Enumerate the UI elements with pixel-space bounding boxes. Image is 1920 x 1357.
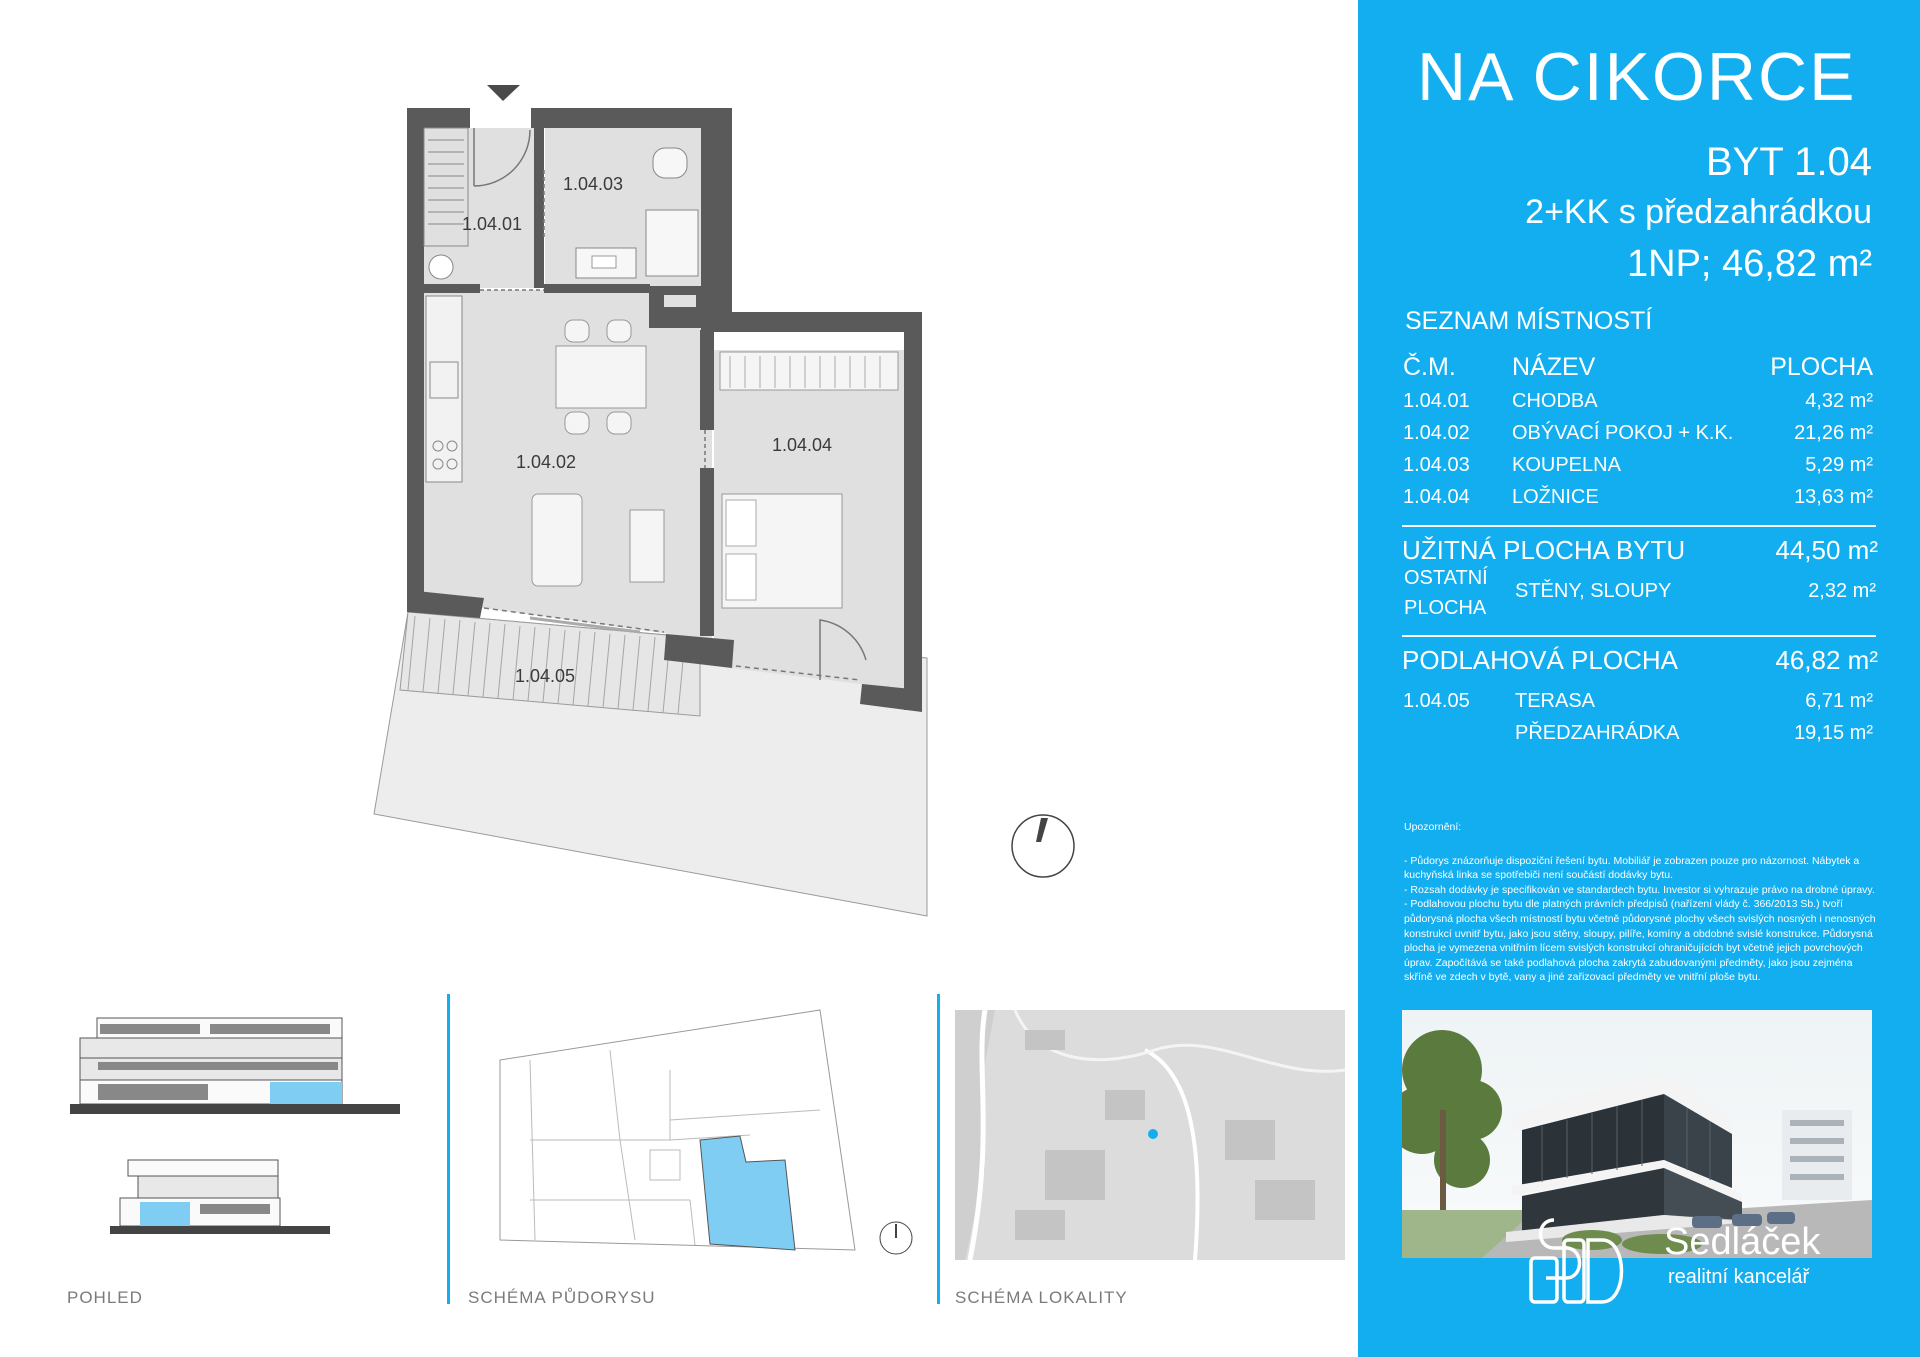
north-arrow-icon	[1012, 815, 1074, 877]
room-id: 1.04.01	[1403, 390, 1470, 412]
entrance-arrow-icon	[487, 85, 520, 101]
rooms-table-header	[1403, 353, 1873, 381]
site-layout-schema	[490, 1000, 930, 1280]
floor-area-label: PODLAHOVÁ PLOCHA	[1402, 645, 1678, 675]
other-area-value: 2,32 m²	[1808, 580, 1876, 602]
info-panel	[1358, 0, 1920, 1357]
unit-floor-area: 1NP; 46,82 m²	[1627, 243, 1872, 285]
other-area-label-2: PLOCHA	[1404, 597, 1487, 619]
column-area: PLOCHA	[1770, 353, 1873, 381]
room-id: 1.04.04	[1403, 486, 1470, 508]
unit-name: BYT 1.04	[1705, 140, 1872, 184]
building-elevation	[60, 978, 410, 1278]
boiler-icon	[429, 255, 453, 279]
room-label-corridor: 1.04.01	[462, 214, 523, 234]
project-title: NA CIKORCE	[1417, 39, 1857, 115]
room-id: 1.04.03	[1403, 454, 1470, 476]
locality-map	[955, 1010, 1345, 1260]
rooms-heading: SEZNAM MÍSTNOSTÍ	[1405, 307, 1653, 335]
logo-name: Sedláček	[1664, 1221, 1821, 1263]
divider	[1402, 525, 1876, 527]
table-row	[1403, 486, 1873, 514]
bedroom-wardrobe	[720, 352, 898, 390]
room-label-bathroom: 1.04.03	[563, 174, 624, 194]
label-layout-schema: SCHÉMA PŮDORYSU	[468, 1288, 656, 1307]
room-area: 19,15 m²	[1794, 722, 1873, 744]
room-label-bedroom: 1.04.04	[772, 435, 833, 455]
toilet-icon	[653, 148, 687, 178]
room-name: KOUPELNA	[1512, 454, 1621, 476]
column-name: NÁZEV	[1512, 353, 1596, 381]
disclaimer-line: - Rozsah dodávky je specifikován ve standardech bytu. Investor si vyhrazuje právo na drobné úpravy.	[1404, 883, 1875, 896]
floor-area-value: 46,82 m²	[1775, 645, 1878, 675]
location-pin-icon	[1148, 1129, 1158, 1139]
unit-type: 2+KK s předzahrádkou	[1525, 193, 1872, 231]
disclaimer-line: - Půdorys znázorňuje dispoziční řešení bytu. Mobiliář je zobrazen pouze pro názornost. Nábytek a kuchyňská linka se spotřebiči není součástí dodávky bytu.	[1404, 854, 1860, 882]
table-row	[1403, 690, 1873, 718]
divider	[1402, 635, 1876, 637]
kitchen-counter	[426, 296, 462, 482]
divider-line	[937, 994, 940, 1304]
room-label-terrace: 1.04.05	[515, 666, 576, 686]
room-name: LOŽNICE	[1512, 486, 1599, 508]
divider-line	[447, 994, 450, 1304]
logo-mark-icon	[1526, 1200, 1636, 1310]
room-label-living: 1.04.02	[516, 452, 577, 472]
other-area-label-1: OSTATNÍ	[1404, 567, 1488, 589]
room-area: 13,63 m²	[1794, 486, 1873, 508]
table-row	[1403, 454, 1873, 482]
usable-area-label: UŽITNÁ PLOCHA BYTU	[1402, 535, 1686, 565]
disclaimer-heading: Upozornění:	[1404, 821, 1462, 833]
room-name: OBÝVACÍ POKOJ + K.K.	[1512, 422, 1734, 444]
room-area: 4,32 m²	[1805, 390, 1873, 412]
label-locality: SCHÉMA LOKALITY	[955, 1288, 1128, 1307]
room-area: 5,29 m²	[1805, 454, 1873, 476]
label-elevation: POHLED	[67, 1288, 143, 1307]
logo-subtitle: realitní kancelář	[1668, 1266, 1810, 1288]
room-id: 1.04.05	[1403, 690, 1470, 712]
room-name: CHODBA	[1512, 390, 1598, 412]
room-name: PŘEDZAHRÁDKA	[1515, 722, 1680, 744]
table-row	[1403, 390, 1873, 418]
room-name: TERASA	[1515, 690, 1596, 712]
disclaimer	[1404, 820, 1878, 985]
room-id: 1.04.02	[1403, 422, 1470, 444]
coffee-table	[630, 510, 664, 582]
disclaimer-line: - Podlahovou plochu bytu dle platných právních předpisů (nařízení vlády č. 366/2013 Sb.) tvoří půdorysná plocha všech místností bytu včetně půdorysné plochy všech svislých nosných i nenosných konstrukcí uvnitř bytu, jako jsou stěny, sloupy, pilíře, komíny a obdobné svislé konstrukce. Půdorysná plocha je vymezena vnitřním lícem svislých konstrukcí ohraničujících byt včetně jejich povrchových úprav. Započítává se také podlahová plocha zakrytá zabudovanými předměty, jako jsou zejména skříně ve zdech v bytě, vany a jiné zařizovací předměty ve vnitřní ploše bytu.	[1404, 898, 1876, 984]
room-area: 6,71 m²	[1805, 690, 1873, 712]
column-id: Č.M.	[1403, 353, 1456, 381]
usable-area-value: 44,50 m²	[1775, 535, 1878, 565]
table-row	[1403, 722, 1873, 750]
sofa	[532, 494, 582, 586]
room-area: 21,26 m²	[1794, 422, 1873, 444]
other-area-name: STĚNY, SLOUPY	[1515, 580, 1672, 602]
table-row	[1403, 422, 1873, 450]
shower-icon	[646, 210, 698, 276]
